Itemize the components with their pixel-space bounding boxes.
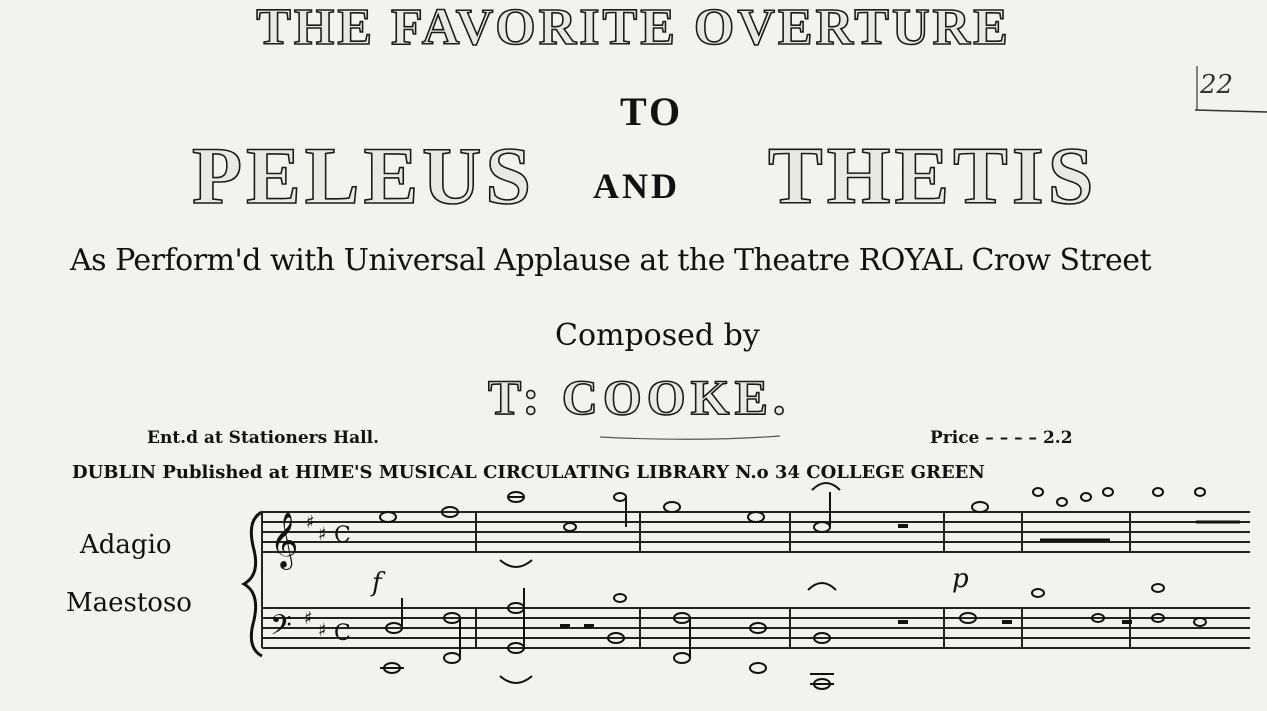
fermata-icon (500, 676, 532, 683)
composer-name: T: COOKE. (488, 369, 791, 425)
title-and: AND (593, 166, 680, 206)
title-line-2: TO (620, 89, 684, 134)
catalog-underline (1195, 110, 1267, 112)
treble-sharp-icon: ♯ (306, 512, 315, 533)
tempo-maestoso: Maestoso (66, 588, 192, 618)
composed-by-label: Composed by (555, 318, 760, 353)
title-thetis: THETIS (768, 130, 1098, 221)
grand-staff-brace (244, 512, 262, 656)
title-line-1: THE FAVORITE OVERTURE (256, 0, 1011, 56)
bass-sharp-icon: ♯ (304, 608, 313, 629)
treble-clef-icon: 𝄞 (270, 512, 299, 568)
fermata-icon (808, 583, 836, 590)
dynamic-piano: p (952, 564, 969, 594)
fermata-icon (500, 560, 532, 567)
treble-time-signature: C (334, 523, 351, 548)
bass-sharp-icon: ♯ (318, 620, 327, 641)
fermata-icon (812, 483, 840, 490)
treble-staff (262, 512, 1250, 552)
title-peleus: PELEUS (192, 130, 535, 221)
treble-sharp-icon: ♯ (318, 524, 327, 545)
bass-notes (380, 584, 1206, 689)
entered-notice: Ent.d at Stationers Hall. (147, 428, 380, 448)
treble-notes (380, 488, 1205, 532)
price-notice: Price – – – – 2.2 (930, 428, 1073, 448)
dynamic-forte: f (372, 568, 382, 598)
bass-clef-icon: 𝄢 (270, 609, 292, 649)
performance-subtitle: As Perform'd with Universal Applause at the Theatre ROYAL Crow Street (70, 243, 1152, 278)
tempo-adagio: Adagio (80, 530, 172, 560)
publisher-line: DUBLIN Published at HIME'S MUSICAL CIRCULATING LIBRARY N.o 34 COLLEGE GREEN (72, 462, 985, 483)
catalog-number: 22 (1200, 70, 1234, 100)
bass-time-signature: C (334, 621, 351, 646)
composer-underline (600, 436, 780, 439)
